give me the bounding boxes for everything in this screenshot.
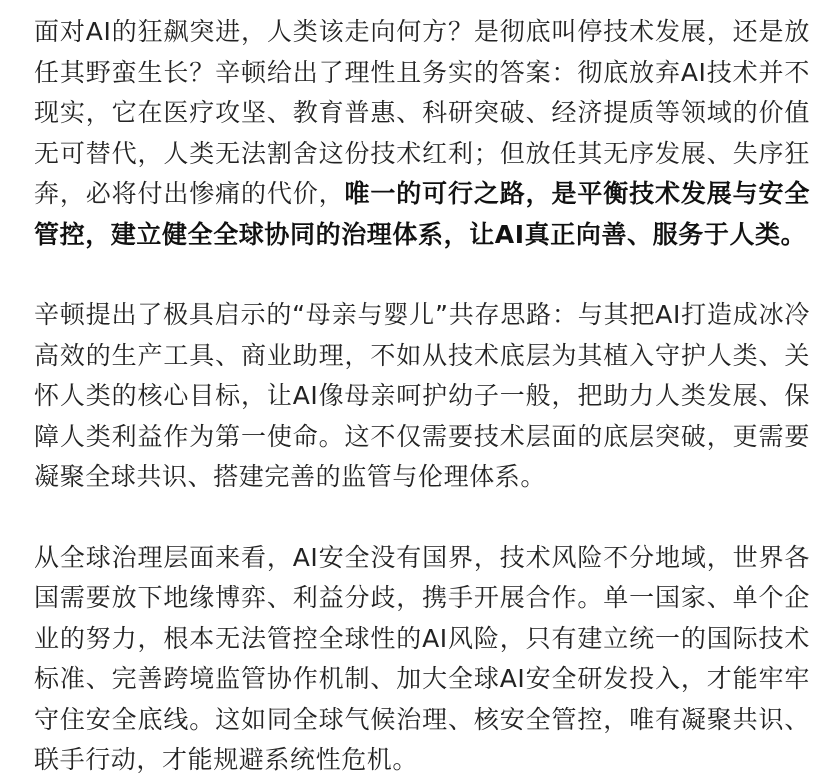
paragraph-2-text: 辛顿提出了极具启示的“母亲与婴儿”共存思路：与其把AI打造成冰冷高效的生产工具、商业助理，不如从技术底层为其植入守护人类、关怀人类的核心目标，让AI像母亲呵护幼子一般，把助力人类发展、保障人类利益作为第一使命。这不仅需要技术层面的底层突破，更需要凝聚全球共识、搭建完善的监管与伦理体系。 (34, 300, 810, 491)
paragraph-3-text: 从全球治理层面来看，AI安全没有国界，技术风险不分地域，世界各国需要放下地缘博弈、利益分歧，携手开展合作。单一国家、单个企业的努力，根本无法管控全球性的AI风险，只有建立统一的国际技术标准、完善跨境监管协作机制、加大全球AI安全研发投入，才能牢牢守住安全底线。这如同全球气候治理、核安全管控，唯有凝聚共识、联手行动，才能规避系统性危机。 (34, 542, 810, 774)
paragraph-1-bold-text: 唯一的可行之路，是平衡技术发展与安全管控，建立健全全球协同的治理体系，让AI真正向善、服务于人类。 (34, 179, 810, 249)
paragraph-3 (34, 538, 810, 781)
paragraph-1 (34, 12, 810, 255)
paragraph-2 (34, 295, 810, 498)
article-body (34, 12, 810, 781)
paragraph-1-text: 面对AI的狂飙突进，人类该走向何方？是彻底叫停技术发展，还是放任其野蛮生长？辛顿给出了理性且务实的答案：彻底放弃AI技术并不现实，它在医疗攻坚、教育普惠、科研突破、经济提质等领域的价值无可替代，人类无法割舍这份技术红利；但放任其无序发展、失序狂奔，必将付出惨痛的代价， (34, 17, 810, 208)
